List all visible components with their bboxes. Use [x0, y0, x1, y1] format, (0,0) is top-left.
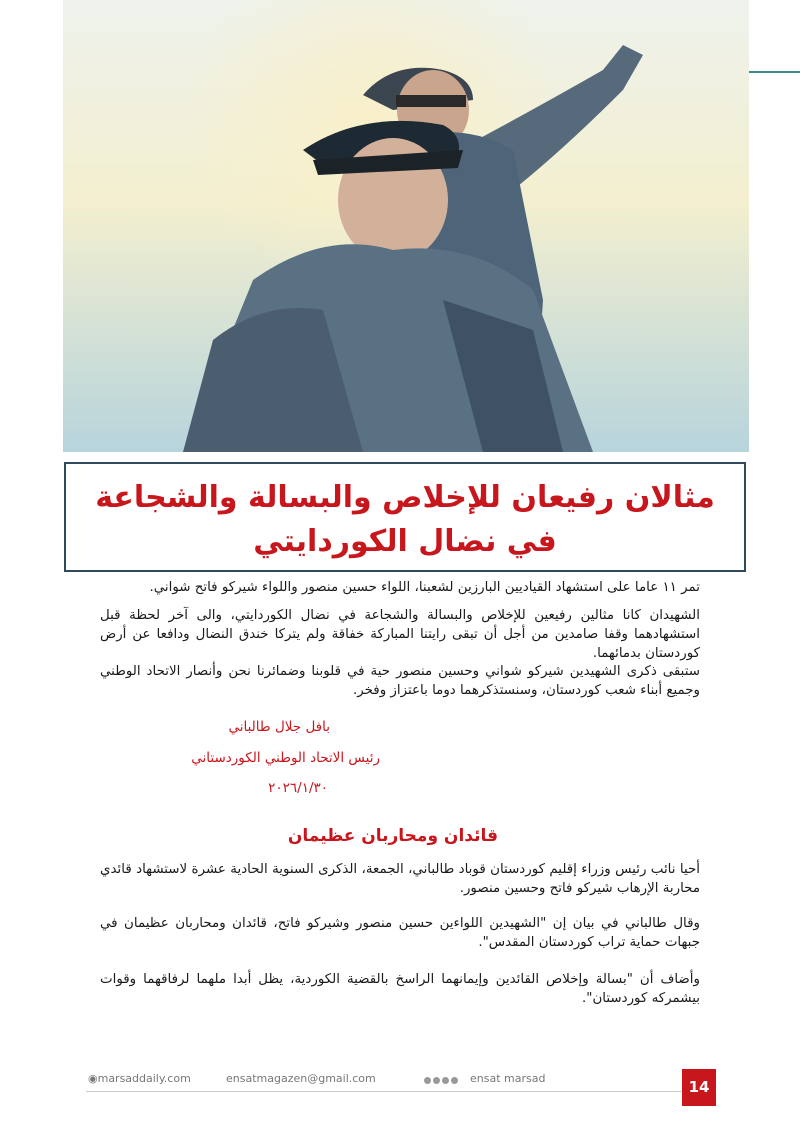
signature-date: ٢٠٢٦/١/٣٠	[268, 780, 328, 796]
signature-name: بافل جلال طالباني	[228, 719, 330, 735]
paragraph: تمر ١١ عاما على استشهاد القياديين البارزين لشعبنا، اللواء حسين منصور واللواء شيركو فاتح شواني.	[149, 580, 700, 595]
page-number: 14	[682, 1069, 716, 1106]
social-icons	[424, 1074, 460, 1087]
youtube-icon[interactable]	[451, 1077, 458, 1084]
paragraph: ستبقى ذكرى الشهيدين شيركو شواني وحسين منصور حية في قلوبنا وضمائرنا نحن وأنصار الاتحاد الوطني وجميع أبناء شعب كوردستان، وسنستذكرهما دوما باعتزاز وفخر.	[100, 664, 700, 698]
section-heading: قائدان ومحاربان عظيمان	[287, 826, 498, 846]
instagram-icon[interactable]	[442, 1077, 449, 1084]
twitter-icon[interactable]	[433, 1077, 440, 1084]
soldiers-illustration	[63, 0, 749, 452]
headline-line-1: مثالان رفيعان للإخلاص والبسالة والشجاعة	[95, 480, 715, 515]
footer-email-link[interactable]: ensatmagazen@gmail.com	[226, 1072, 376, 1085]
hero-photo	[63, 0, 749, 452]
footer-social-handle: ensat marsad	[470, 1072, 546, 1085]
accent-line	[749, 71, 800, 73]
paragraph: الشهيدان كانا مثالين رفيعين للإخلاص والبسالة والشجاعة في نضال الكوردايتي، والى آخر لحظة قبل استشهادهما وقفا صامدين من أجل أن تبقى رايتنا المباركة خفاقة ولم يتركا خندق النضال ودافعا عن أرض كوردستان بدمائهما.	[100, 608, 700, 661]
paragraph: وأضاف أن "بسالة وإخلاص القائدين وإيمانهما الراسخ بالقضية الكوردية، يظل أبدا ملهما لرفاقهما وقوات بيشمركه كوردستان".	[100, 972, 700, 1006]
footer-website-link[interactable]: ◉marsaddaily.com	[88, 1072, 191, 1085]
paragraph: أحيا نائب رئيس وزراء إقليم كوردستان قوباد طالباني، الجمعة، الذكرى السنوية الحادية عشرة لاستشهاد قائدي محاربة الإرهاب شيركو فاتح وحسين منصور.	[100, 862, 700, 896]
headline-line-2: في نضال الكوردايتي	[253, 524, 557, 559]
paragraph: وقال طالباني في بيان إن "الشهيدين اللواءين حسين منصور وشيركو فاتح، قائدان ومحاربان عظيمان في جبهات حماية تراب كوردستان المقدس".	[100, 916, 700, 950]
footer	[86, 1069, 682, 1092]
signature-role: رئيس الاتحاد الوطني الكوردستاني	[191, 750, 380, 766]
facebook-icon[interactable]	[424, 1077, 431, 1084]
headline-frame	[64, 462, 746, 572]
